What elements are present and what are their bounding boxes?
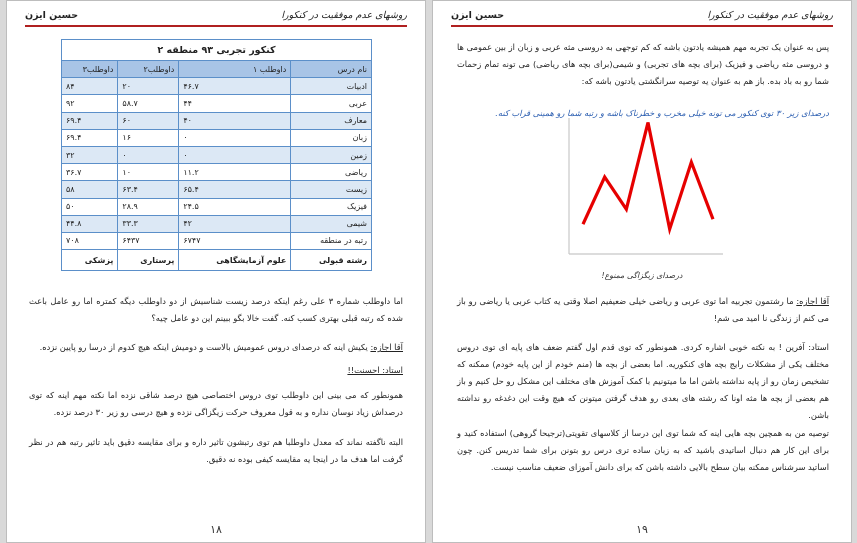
score-cell: ۹۲	[62, 95, 118, 112]
zigzag-series-line	[583, 122, 713, 229]
paragraph-2	[29, 339, 403, 356]
score-cell: ۲۰	[118, 78, 179, 95]
table-header-cell: داوطلب۳	[62, 61, 118, 78]
row-label: زیست	[291, 181, 372, 198]
header-title: روشهای عدم موفقیت در کنکورا	[707, 10, 833, 21]
paragraph-3: استاد: آفرین ! به نکته خوبی اشاره کردی. همونطور که توی قدم اول گفتم ضعف های پایه ای توی دروس مختلف یکی از مشکلات رایج بچه های کنکوریه. اما بعضی از بچه ها (منم خودم از این پایه خودم) ممکنه که تشخیص زمان رو از پایه نداشته باشن اما ما میتونیم با کمک آموزش های مختلف این مشکل رو حل کنیم و باز هم بعضی از بچه ها مثه اونا که رشته های بعدی رو هدف گرفتن میتونن که هیچ وقت این دغدغه رو نداشته باشن.	[457, 342, 829, 420]
table-header-cell: داوطلب ۱	[179, 61, 291, 78]
paragraph-1: اما داوطلب شماره ۳ علی رغم اینکه درصد زیست شناسیش از دو داوطلب دیگه کمتره اما رو عامل باعث شده که رتبه قبلی بهتری کسب کنه. گفت خالا بگو ببینم این دو عامل چیه؟	[29, 296, 403, 323]
table-row	[62, 215, 372, 232]
table-footer-row	[62, 250, 372, 271]
header-author: حسین ایزن	[451, 10, 505, 21]
paragraph-2	[457, 293, 829, 327]
row-label: شیمی	[291, 215, 372, 232]
question-label: آقا اجازه:	[370, 342, 403, 352]
score-cell: ۴۶.۷	[179, 78, 291, 95]
paragraph-4: همونطور که می بینی این داوطلب توی دروس اختصاصی هیچ درصد شاقی نزده اما نکته مهم اینه که توی درصداش زیاد نوسان نداره و به قول معروف حرکت زیگزاگی نزده و هیچ درسی رو زیر ۳۰ درصد نزده.	[29, 390, 403, 417]
accepted-field: پرستاری	[118, 250, 179, 271]
score-cell: ۵۰	[62, 198, 118, 215]
page-number: ۱۹	[636, 523, 648, 536]
score-cell: ۲۴.۵	[179, 198, 291, 215]
paragraph-1: پس به عنوان یک تجربه مهم همیشه یادتون باشه که کم توجهی به دروسی مثه عربی و زبان از بین عمومی ها و دروسی مثه ریاضی و فیزیک (برای بچه های تجربی) و شیمی(برای بچه های ریاضی) می تونه تمام زحمات شما رو به باد بده. باز هم به عنوان یه توصیه سرانگشتی یادتون باشه که:	[457, 42, 829, 86]
score-cell: ۷۰۸	[62, 232, 118, 249]
score-cell: ۲۸.۹	[118, 198, 179, 215]
figure-caption: درصدای زیگزاگی ممنوع!	[601, 271, 683, 280]
score-cell: ۳۶.۷	[62, 164, 118, 181]
score-cell: ۳۳.۳	[118, 215, 179, 232]
score-cell: ۴۲	[179, 215, 291, 232]
score-cell: ۶۳.۴	[118, 181, 179, 198]
table-caption: کنکور تجربی ۹۳ منطقه ۲	[62, 40, 372, 61]
table-header-cell: داوطلب۲	[118, 61, 179, 78]
table-row	[62, 129, 372, 146]
table-row	[62, 164, 372, 181]
row-label: فیزیک	[291, 198, 372, 215]
score-cell: ۸۴	[62, 78, 118, 95]
score-cell: ۴۴	[179, 95, 291, 112]
page-number: ۱۸	[210, 523, 222, 536]
table-row	[62, 232, 372, 249]
teacher-reply: استاد: احسنت!!	[347, 365, 403, 375]
row-label: عربی	[291, 95, 372, 112]
page-18	[6, 0, 426, 543]
score-cell: ۵۸	[62, 181, 118, 198]
score-cell: ۴۰	[179, 112, 291, 129]
score-cell: ۶۹.۴	[62, 112, 118, 129]
score-cell: ۱۰	[118, 164, 179, 181]
question-text: ما رشتمون تجربیه اما توی عربی و ریاضی خیلی ضعیفیم اصلا وقتی یه کتاب عربی یا ریاضی رو باز می کنم از زندگی نا امید می شم!	[457, 296, 829, 323]
zigzag-chart	[563, 114, 726, 261]
table-row	[62, 198, 372, 215]
score-cell: ۰	[118, 146, 179, 163]
row-label: ادبیات	[291, 78, 372, 95]
question-text: یکیش اینه که درصدای دروس عمومیش بالاست و دومیش اینکه هیچ کدوم از درسا رو پایین نزده.	[39, 342, 371, 352]
table-row	[62, 146, 372, 163]
scores-table	[61, 39, 372, 271]
score-cell: ۱۶	[118, 129, 179, 146]
question-label: آقا اجازه:	[796, 296, 829, 306]
row-label: زمین	[291, 146, 372, 163]
score-cell: ۵۸.۷	[118, 95, 179, 112]
header-title: روشهای عدم موفقیت در کنکورا	[281, 10, 407, 21]
score-cell: ۱۱.۲	[179, 164, 291, 181]
table-row	[62, 95, 372, 112]
page-19	[432, 0, 852, 543]
score-cell: ۶۴۳۷	[118, 232, 179, 249]
page-header	[25, 7, 407, 27]
footer-label: رشته قبولی	[291, 250, 372, 271]
score-cell: ۶۷۴۷	[179, 232, 291, 249]
header-author: حسین ایزن	[25, 10, 79, 21]
row-label: زبان	[291, 129, 372, 146]
table-row	[62, 181, 372, 198]
table-header-cell: نام درس	[291, 61, 372, 78]
score-cell: ۶۹.۴	[62, 129, 118, 146]
score-cell: ۶۰	[118, 112, 179, 129]
paragraph-4: توصیه من به همچین بچه هایی اینه که شما توی این درسا از کلاسهای تقویتی(ترجیحا گروهی) استفاده کنید و برای این کار هم دنبال اساتیدی باشید که به زبان ساده تری درس رو بتونن برای شما تدریس کنن. چون اساتید سرشناس ممکنه بیان سطح بالایی داشته باشن که برای دانش آموزای ضعیف مناسب نیست.	[457, 428, 829, 472]
paragraph-3	[29, 362, 403, 379]
accepted-field: پزشکی	[62, 250, 118, 271]
row-label: رتبه در منطقه	[291, 232, 372, 249]
score-cell: ۰	[179, 129, 291, 146]
table-row	[62, 112, 372, 129]
accepted-field: علوم آزمایشگاهی	[179, 250, 291, 271]
row-label: معارف	[291, 112, 372, 129]
score-cell: ۶۵.۴	[179, 181, 291, 198]
score-cell: ۰	[179, 146, 291, 163]
score-cell: ۳۲	[62, 146, 118, 163]
highlight-note: درصدای زیر ۳۰ توی کنکور می تونه خیلی مخرب و خطرناک باشه و رتبه شما رو همینی قراب کنه.	[495, 108, 829, 118]
page-header	[451, 7, 833, 27]
score-cell: ۴۴.۸	[62, 215, 118, 232]
paragraph-5: البته ناگفته نماند که معدل داوطلبا هم توی رتبشون تاثیر داره و برای مقایسه دقیق باید تاثیر رتبه هم در نظر گرفت اما هدف ما در اینجا یه مقایسه کیفی بوده نه دقیق.	[29, 437, 403, 464]
table-row	[62, 78, 372, 95]
row-label: ریاضی	[291, 164, 372, 181]
